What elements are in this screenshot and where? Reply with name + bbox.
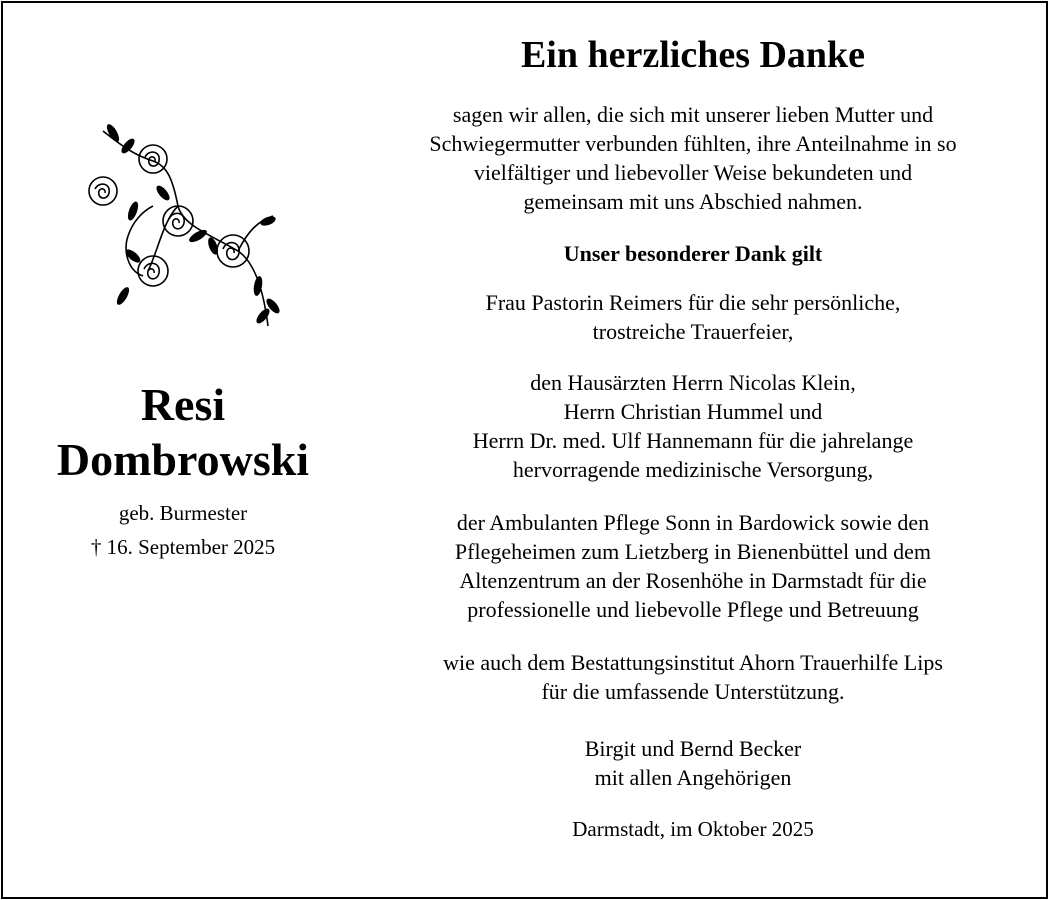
- intro-text: [348, 100, 1038, 216]
- deceased-name: [3, 377, 363, 487]
- death-date: † 16. September 2025: [90, 535, 276, 559]
- intro-line: vielfältiger und liebevoller Weise bekundeten und: [473, 160, 913, 185]
- signature-line: mit allen Angehörigen: [594, 765, 792, 790]
- intro-line: gemeinsam mit uns Abschied nahmen.: [523, 189, 863, 214]
- place-date: Darmstadt, im Oktober 2025: [572, 817, 814, 841]
- left-column: [3, 3, 363, 897]
- thanks-heading: Unser besonderer Dank gilt: [563, 241, 823, 266]
- pastor-line: trostreiche Trauerfeier,: [592, 319, 794, 344]
- thanks-title: Ein herzliches Danke: [520, 34, 866, 76]
- intro-line: sagen wir allen, die sich mit unserer lieben Mutter und: [452, 102, 934, 127]
- care-line: der Ambulanten Pflege Sonn in Bardowick sowie den: [456, 510, 930, 535]
- care-line: professionelle und liebevolle Pflege und Betreuung: [467, 597, 919, 622]
- doctors-line: Herrn Dr. med. Ulf Hannemann für die jahrelange: [472, 428, 914, 453]
- pastor-line: Frau Pastorin Reimers für die sehr persönliche,: [485, 290, 901, 315]
- doctors-line: den Hausärzten Herrn Nicolas Klein,: [530, 370, 856, 395]
- signature: [348, 734, 1038, 792]
- pastor-thanks: [348, 288, 1038, 346]
- birth-name: geb. Burmester: [118, 501, 248, 525]
- care-line: Altenzentrum an der Rosenhöhe in Darmstadt für die: [459, 568, 927, 593]
- funeral-thanks: [348, 648, 1038, 706]
- care-thanks: [348, 508, 1038, 624]
- roses-icon: [73, 111, 293, 341]
- doctors-thanks: [348, 368, 1038, 484]
- doctors-line: Herrn Christian Hummel und: [563, 399, 823, 424]
- doctors-line: hervorragende medizinische Versorgung,: [512, 457, 874, 482]
- intro-line: Schwiegermutter verbunden fühlten, ihre Anteilnahme in so: [429, 131, 957, 156]
- deceased-last-name: Dombrowski: [56, 434, 310, 486]
- obituary-card: [1, 1, 1048, 899]
- care-line: Pflegeheimen zum Lietzberg in Bienenbüttel und dem: [454, 539, 932, 564]
- funeral-line: für die umfassende Unterstützung.: [541, 679, 845, 704]
- funeral-line: wie auch dem Bestattungsinstitut Ahorn Trauerhilfe Lips: [443, 650, 943, 675]
- signature-line: Birgit und Bernd Becker: [584, 736, 802, 761]
- deceased-first-name: Resi: [140, 379, 226, 430]
